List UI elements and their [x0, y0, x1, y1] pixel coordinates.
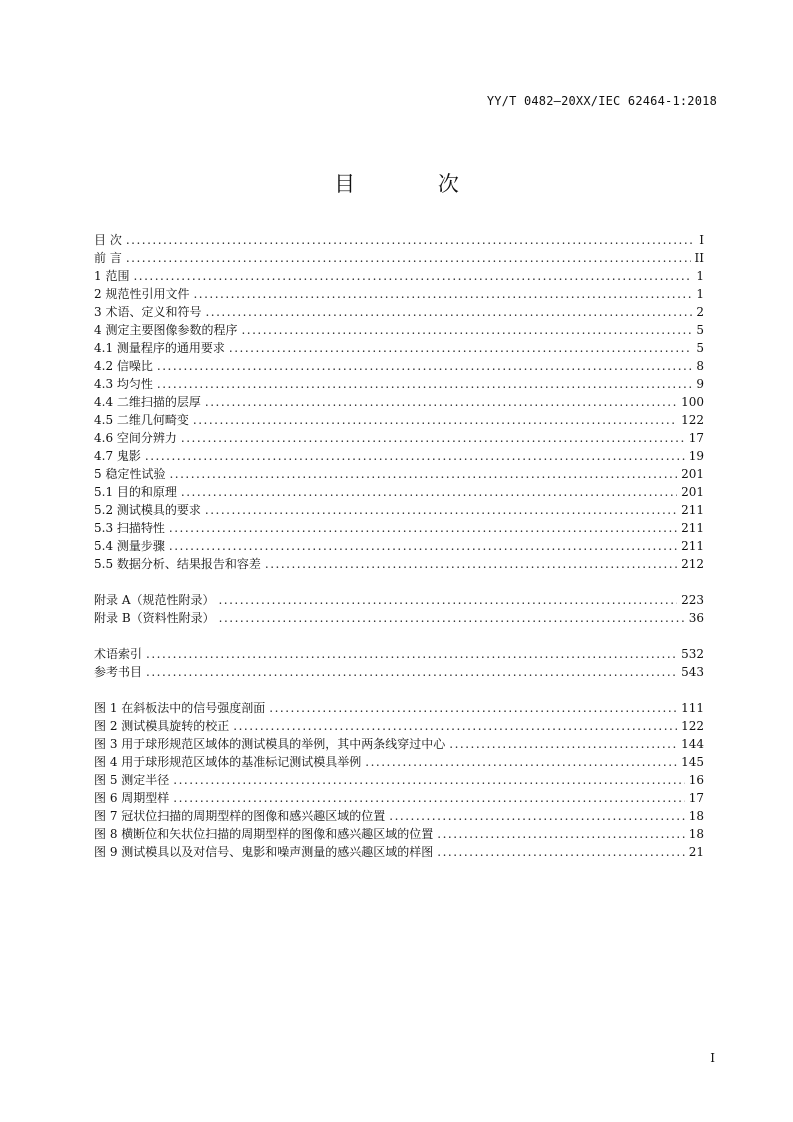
toc-entry-title: 图 1 在斜板法中的信号强度剖面 [94, 701, 266, 715]
standard-code: YY/T 0482—20XX/IEC 62464-1:2018 [486, 94, 717, 108]
toc-entry-page: 5 [696, 323, 704, 337]
toc-entry[interactable] [94, 717, 704, 735]
toc-leader-dots [169, 465, 677, 483]
toc-entry-title: 图 4 用于球形规范区域体的基准标记测试模具举例 [94, 755, 362, 769]
page-number: I [710, 1051, 715, 1065]
toc-entry[interactable] [94, 591, 704, 609]
toc-entry[interactable] [94, 303, 704, 321]
toc-entry-title: 前 言 [94, 251, 122, 265]
toc-leader-dots [173, 789, 684, 807]
toc-entry-title: 5.5 数据分析、结果报告和容差 [94, 557, 261, 571]
toc-entry-page: 201 [681, 485, 704, 499]
toc-entry-title: 目 次 [94, 233, 122, 247]
toc-entry[interactable] [94, 789, 704, 807]
toc-entry-page: 19 [688, 449, 704, 463]
toc-leader-dots [169, 537, 677, 555]
toc-entry-title: 3 术语、定义和符号 [94, 305, 202, 319]
toc-entry[interactable] [94, 825, 704, 843]
toc-entry-page: I [699, 233, 704, 247]
toc-leader-dots [229, 339, 692, 357]
toc-leader-dots [389, 807, 684, 825]
toc-leader-dots [126, 249, 691, 267]
toc-leader-dots [269, 699, 677, 717]
toc-entry-title: 参考书目 [94, 665, 143, 679]
toc-leader-dots [146, 645, 677, 663]
toc-leader-dots [205, 501, 677, 519]
toc-entry[interactable] [94, 537, 704, 555]
toc-leader-dots [205, 303, 692, 321]
toc-entry-page: 201 [681, 467, 704, 481]
toc-entry-title: 5.2 测试模具的要求 [94, 503, 201, 517]
toc-entry-page: 16 [688, 773, 704, 787]
toc-entry-page: 211 [681, 503, 704, 517]
toc-leader-dots [437, 843, 684, 861]
toc-entry-title: 5 稳定性试验 [94, 467, 166, 481]
table-of-contents [94, 231, 704, 861]
toc-leader-dots [126, 231, 695, 249]
toc-entry-title: 图 6 周期型样 [94, 791, 170, 805]
toc-entry[interactable] [94, 771, 704, 789]
toc-entry[interactable] [94, 843, 704, 861]
toc-entry-page: 1 [696, 269, 704, 283]
toc-entry-title: 4.5 二维几何畸变 [94, 413, 189, 427]
toc-leader-dots [157, 357, 692, 375]
toc-entry-title: 1 范围 [94, 269, 130, 283]
toc-entry-title: 图 5 测定半径 [94, 773, 170, 787]
toc-entry[interactable] [94, 699, 704, 717]
toc-leader-dots [449, 735, 677, 753]
toc-leader-dots [265, 555, 677, 573]
toc-entry[interactable] [94, 807, 704, 825]
toc-entry-page: 111 [681, 701, 704, 715]
toc-entry[interactable] [94, 285, 704, 303]
toc-entry-page: 18 [688, 809, 704, 823]
toc-entry-page: 21 [688, 845, 704, 859]
toc-entry-page: 8 [696, 359, 704, 373]
toc-entry-title: 4.1 测量程序的通用要求 [94, 341, 225, 355]
toc-entry-title: 图 3 用于球形规范区域体的测试模具的举例，其中两条线穿过中心 [94, 737, 446, 751]
toc-entry[interactable] [94, 753, 704, 771]
toc-entry-page: 223 [681, 593, 704, 607]
toc-entry[interactable] [94, 465, 704, 483]
toc-entry-title: 4 测定主要图像参数的程序 [94, 323, 238, 337]
toc-entry-page: 1 [696, 287, 704, 301]
toc-entry-title: 5.3 扫描特性 [94, 521, 165, 535]
toc-group [94, 645, 704, 681]
toc-entry-title: 4.2 信噪比 [94, 359, 153, 373]
toc-entry-title: 附录 B（资料性附录） [94, 611, 215, 625]
toc-entry-title: 图 8 横断位和矢状位扫描的周期型样的图像和感兴趣区域的位置 [94, 827, 434, 841]
toc-entry-title: 5.1 目的和原理 [94, 485, 177, 499]
toc-entry[interactable] [94, 609, 704, 627]
toc-entry[interactable] [94, 339, 704, 357]
toc-leader-dots [181, 429, 685, 447]
toc-leader-dots [133, 267, 692, 285]
toc-leader-dots [365, 753, 677, 771]
toc-entry-title: 5.4 测量步骤 [94, 539, 165, 553]
toc-entry[interactable] [94, 645, 704, 663]
toc-entry-page: 212 [681, 557, 704, 571]
toc-entry[interactable] [94, 375, 704, 393]
toc-entry-title: 4.3 均匀性 [94, 377, 153, 391]
toc-entry[interactable] [94, 321, 704, 339]
toc-leader-dots [181, 483, 677, 501]
toc-entry-title: 图 9 测试模具以及对信号、鬼影和噪声测量的感兴趣区域的样图 [94, 845, 434, 859]
toc-entry[interactable] [94, 411, 704, 429]
toc-entry-page: 122 [681, 413, 704, 427]
toc-group [94, 231, 704, 573]
toc-leader-dots [146, 663, 677, 681]
toc-entry-page: 36 [688, 611, 704, 625]
toc-entry-page: 2 [696, 305, 704, 319]
toc-entry[interactable] [94, 267, 704, 285]
toc-leader-dots [157, 375, 692, 393]
toc-leader-dots [193, 411, 677, 429]
toc-entry[interactable] [94, 429, 704, 447]
toc-entry[interactable] [94, 735, 704, 753]
toc-leader-dots [173, 771, 684, 789]
toc-entry-title: 4.6 空间分辨力 [94, 431, 177, 445]
toc-entry-page: 211 [681, 539, 704, 553]
toc-entry[interactable] [94, 231, 704, 249]
toc-entry[interactable] [94, 501, 704, 519]
toc-entry-page: 100 [681, 395, 704, 409]
toc-leader-dots [233, 717, 677, 735]
toc-leader-dots [145, 447, 685, 465]
toc-leader-dots [169, 519, 677, 537]
toc-entry-title: 术语索引 [94, 647, 143, 661]
toc-entry-page: 211 [681, 521, 704, 535]
toc-entry-title: 2 规范性引用文件 [94, 287, 190, 301]
toc-entry[interactable] [94, 357, 704, 375]
toc-entry[interactable] [94, 519, 704, 537]
toc-entry-title: 图 7 冠状位扫描的周期型样的图像和感兴趣区域的位置 [94, 809, 386, 823]
toc-entry[interactable] [94, 483, 704, 501]
toc-leader-dots [437, 825, 684, 843]
toc-leader-dots [193, 285, 692, 303]
toc-entry-page: II [694, 251, 704, 265]
toc-entry-page: 532 [681, 647, 704, 661]
toc-group [94, 591, 704, 627]
toc-entry[interactable] [94, 555, 704, 573]
toc-entry-page: 17 [688, 431, 704, 445]
toc-leader-dots [241, 321, 692, 339]
toc-entry-page: 145 [681, 755, 704, 769]
toc-entry[interactable] [94, 663, 704, 681]
toc-leader-dots [219, 609, 685, 627]
toc-leader-dots [218, 591, 677, 609]
toc-entry-page: 9 [696, 377, 704, 391]
toc-leader-dots [205, 393, 677, 411]
toc-entry-title: 附录 A（规范性附录） [94, 593, 215, 607]
toc-entry-title: 4.4 二维扫描的层厚 [94, 395, 201, 409]
toc-entry-title: 图 2 测试模具旋转的校正 [94, 719, 230, 733]
toc-entry-title: 4.7 鬼影 [94, 449, 141, 463]
page-title: 目 次 [334, 172, 497, 196]
toc-entry-page: 18 [688, 827, 704, 841]
toc-entry-page: 17 [688, 791, 704, 805]
toc-entry[interactable] [94, 447, 704, 465]
toc-group [94, 699, 704, 861]
toc-entry-page: 144 [681, 737, 704, 751]
toc-entry[interactable] [94, 249, 704, 267]
toc-entry-page: 5 [696, 341, 704, 355]
toc-entry-page: 122 [681, 719, 704, 733]
toc-entry[interactable] [94, 393, 704, 411]
toc-entry-page: 543 [681, 665, 704, 679]
